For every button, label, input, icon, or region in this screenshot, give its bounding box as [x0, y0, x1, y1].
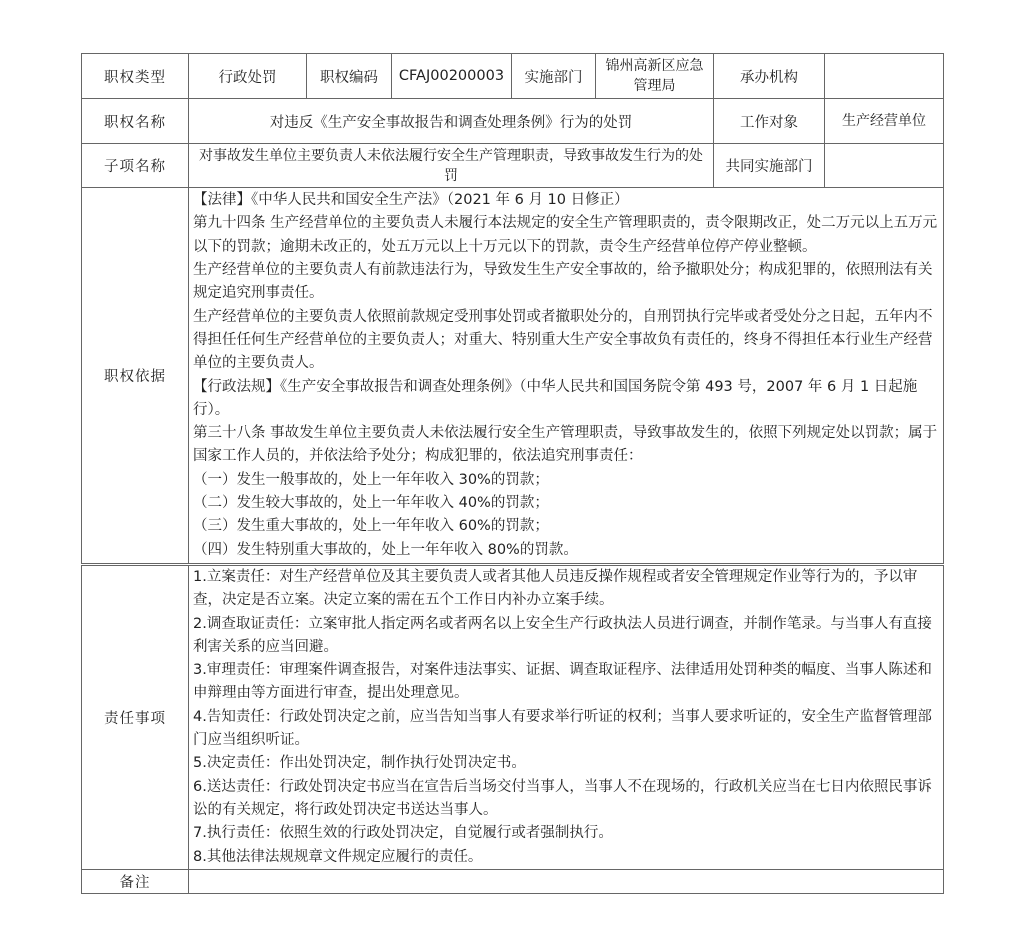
remarks-value	[189, 869, 944, 893]
sub-label: 子项名称	[82, 144, 189, 188]
duty-line: 5.决定责任：作出处罚决定，制作执行处罚决定书。	[193, 755, 526, 772]
duty-line: 7.执行责任：依照生效的行政处罚决定，自觉履行或者强制执行。	[193, 825, 613, 842]
header-row-3	[82, 144, 944, 188]
basis-line: 【行政法规】《生产安全事故报告和调查处理条例》（中华人民共和国国务院令第 493 号，2007 年 6 月 1 日起施行）。	[193, 378, 918, 418]
duties-label: 责任事项	[82, 566, 189, 870]
code-label: 职权编码	[307, 54, 392, 99]
basis-row	[82, 188, 944, 564]
basis-line: （一）发生一般事故的，处上一年年收入 30%的罚款；	[193, 471, 549, 488]
object-value: 生产经营单位	[825, 99, 944, 144]
code-value: CFAJ00200003	[392, 54, 512, 99]
basis-line: （四）发生特别重大事故的，处上一年年收入 80%的罚款。	[193, 541, 578, 558]
basis-line: 第九十四条 生产经营单位的主要负责人未履行本法规定的安全生产管理职责的，责令限期改正，处二万元以上五万元以下的罚款；逾期未改正的，处五万元以上十万元以下的罚款，责令生产经营单位停产停业整顿。	[193, 215, 938, 255]
basis-line: （二）发生较大事故的，处上一年年收入 40%的罚款；	[193, 494, 549, 511]
basis-text	[189, 188, 944, 564]
authority-table-bottom	[81, 565, 944, 894]
joint-label: 共同实施部门	[714, 144, 825, 188]
authority-table-top	[81, 53, 944, 564]
agency-label: 承办机构	[714, 54, 825, 99]
header-row-2	[82, 99, 944, 144]
duty-line: 2.调查取证责任：立案审批人指定两名或者两名以上安全生产行政执法人员进行调查，并制作笔录。与当事人有直接利害关系的应当回避。	[193, 615, 932, 655]
name-value: 对违反《生产安全事故报告和调查处理条例》行为的处罚	[189, 99, 714, 144]
duties-text	[189, 566, 944, 870]
duty-line: 3.审理责任：审理案件调查报告，对案件违法事实、证据、调查取证程序、法律适用处罚种类的幅度、当事人陈述和申辩理由等方面进行审查，提出处理意见。	[193, 662, 932, 702]
header-row-1	[82, 54, 944, 99]
duty-line: 4.告知责任：行政处罚决定之前，应当告知当事人有要求举行听证的权利；当事人要求听证的，安全生产监督管理部门应当组织听证。	[193, 708, 932, 749]
remarks-row	[82, 869, 944, 893]
name-label: 职权名称	[82, 99, 189, 144]
dept-value: 锦州高新区应急管理局	[596, 54, 714, 99]
duty-line: 1.立案责任：对生产经营单位及其主要负责人或者其他人员违反操作规程或者安全管理规定作业等行为的，予以审查，决定是否立案。决定立案的需在五个工作日内补办立案手续。	[193, 569, 918, 609]
object-label: 工作对象	[714, 99, 825, 144]
duty-line: 8.其他法律法规规章文件规定应履行的责任。	[193, 848, 483, 865]
category-label: 职权类型	[82, 54, 189, 99]
agency-value	[825, 54, 944, 99]
basis-line: 生产经营单位的主要负责人有前款违法行为，导致发生生产安全事故的，给予撤职处分；构成犯罪的，依照刑法有关规定追究刑事责任。	[193, 262, 933, 302]
basis-line: 生产经营单位的主要负责人依照前款规定受刑事处罚或者撤职处分的，自刑罚执行完毕或者受处分之日起，五年内不得担任任何生产经营单位的主要负责人；对重大、特别重大生产安全事故负有责任的，终身不得担任本行业生产经营单位的主要负责人。	[193, 308, 933, 372]
basis-line: （三）发生重大事故的，处上一年年收入 60%的罚款；	[193, 518, 549, 535]
duty-line: 6.送达责任：行政处罚决定书应当在宣告后当场交付当事人，当事人不在现场的，行政机关应当在七日内依照民事诉讼的有关规定，将行政处罚决定书送达当事人。	[193, 778, 932, 818]
basis-label: 职权依据	[82, 188, 189, 564]
remarks-label: 备注	[82, 869, 189, 893]
dept-label: 实施部门	[512, 54, 596, 99]
category-value: 行政处罚	[189, 54, 307, 99]
joint-value	[825, 144, 944, 188]
duties-row	[82, 566, 944, 870]
sub-value: 对事故发生单位主要负责人未依法履行安全生产管理职责，导致事故发生行为的处罚	[189, 144, 714, 188]
basis-line: 【法律】《中华人民共和国安全生产法》（2021 年 6 月 10 日修正）	[193, 192, 629, 209]
basis-line: 第三十八条 事故发生单位主要负责人未依法履行安全生产管理职责，导致事故发生的，依照下列规定处以罚款；属于国家工作人员的，并依法给予处分；构成犯罪的，依法追究刑事责任：	[193, 425, 938, 465]
